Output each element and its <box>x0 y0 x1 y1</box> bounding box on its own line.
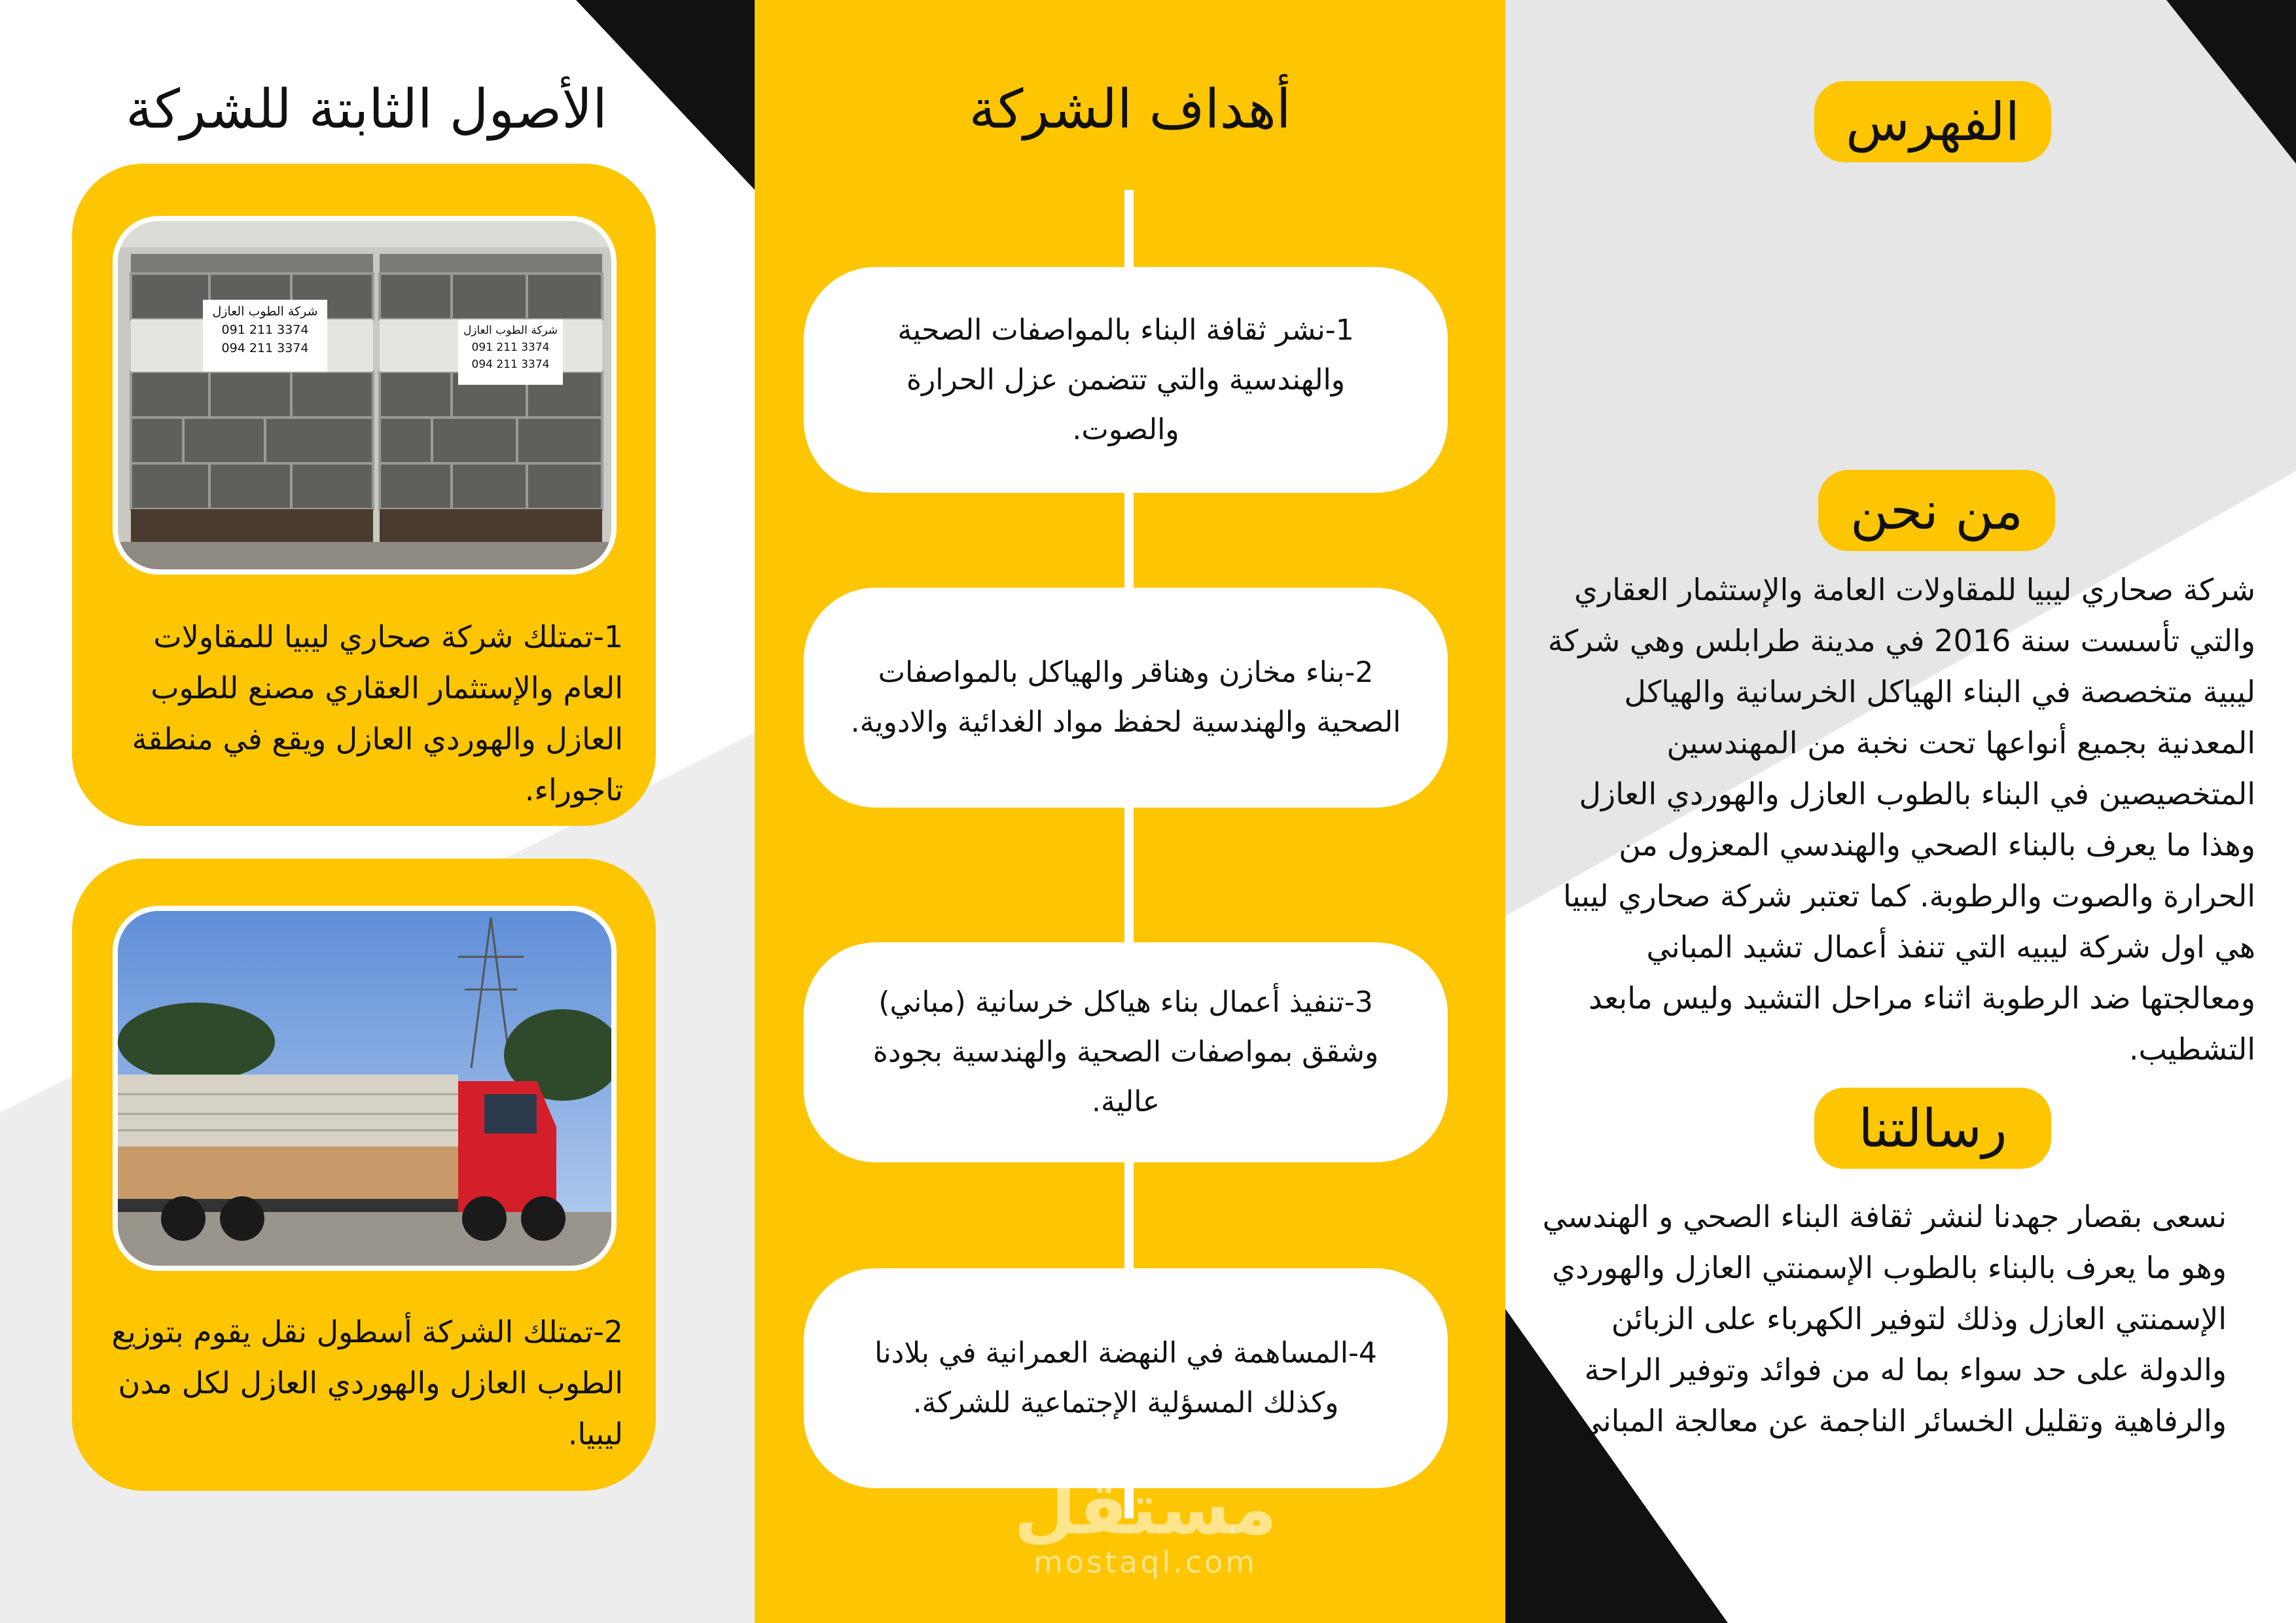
company-sign <box>458 319 563 385</box>
toc-title: الفهرس <box>1814 81 2051 162</box>
watermark-logo <box>1001 1467 1289 1580</box>
block-stack-right <box>380 254 602 542</box>
concrete-blocks-illustration <box>118 221 611 569</box>
sign-phone-2: 094 211 3374 <box>471 358 550 371</box>
company-sign <box>203 300 327 372</box>
truck-photo <box>113 906 617 1271</box>
goal-card <box>804 1268 1448 1488</box>
watermark-domain: mostaql.com <box>1033 1544 1257 1580</box>
sign-phone-2: 094 211 3374 <box>221 341 309 355</box>
goal-text: 2-بناء مخازن وهناقر والهياكل بالمواصفات الصحية والهندسية لحفظ مواد الغدائية والادوية. <box>850 656 1401 739</box>
asset-text: 2-تمتلك الشركة أسطول نقل يقوم بتوزيع الطوب العازل والهوردي العازل لكل مدن ليبيا. <box>111 1314 623 1452</box>
goal-card <box>804 942 1448 1162</box>
block-stack-left <box>131 254 373 542</box>
truck-illustration <box>118 911 611 1266</box>
goal-card <box>804 267 1448 493</box>
goal-text: 1-نشر ثقافة البناء بالمواصفات الصحية والهندسية والتي تتضمن عزل الحرارة والصوت. <box>897 313 1354 446</box>
watermark-brand: مستقل <box>1013 1467 1278 1550</box>
about-title: من نحن <box>1818 470 2055 551</box>
asset-card <box>72 859 656 1491</box>
sign-phone-1: 091 211 3374 <box>471 341 550 354</box>
assets-title: الأصول الثابتة للشركة <box>126 79 607 141</box>
goal-text: 4-المساهمة في النهضة العمرانية في بلادنا وكذلك المسؤلية الإجتماعية للشركة. <box>874 1336 1377 1419</box>
asset-card <box>72 164 656 826</box>
asset-text: 1-تمتلك شركة صحاري ليبيا للمقاولات العام والإستثمار العقاري مصنع للطوب العازل والهوردي العازل ويقع في منطقة تاجوراء. <box>132 619 623 808</box>
mission-text: نسعى بقصار جهدنا لنشر ثقافة البناء الصحي و الهندسي وهو ما يعرف بالبناء بالطوب الإسمنتي العازل والهوردي الإسمنتي العازل وذلك لتوفير الكهرباء على الزبائن والدولة على حد سواء بما له من فوائد وتوفير الراحة والرفاهية وتقليل الخسائر الناجمة عن معالجة المباني. <box>1542 1199 2227 1438</box>
goal-card <box>804 588 1448 808</box>
goal-text: 3-تنفيذ أعمال بناء هياكل خرسانية (مباني) وشقق بمواصفات الصحية والهندسية بجودة عالية. <box>872 986 1379 1118</box>
factory-photo <box>113 216 617 575</box>
sign-phone-1: 091 211 3374 <box>221 323 309 337</box>
goals-title: أهداف الشركة <box>969 79 1291 141</box>
mission-title: رسالتنا <box>1814 1088 2051 1169</box>
about-text: شركة صحاري ليبيا للمقاولات العامة والإستثمار العقاري والتي تأسست سنة 2016 في مدينة طرابلس وهي شركة ليبية متخصصة في البناء الهياكل الخرسانية والهياكل المعدنية بجميع أنواعها تحت نخبة من المهندسين المتخصيصين في البناء بالطوب العازل والهوردي العازل وهذا ما يعرف بالبناء الصحي والهندسي المعزول من الحرارة والصوت والرطوبة. كما تعتبر شركة صحاري ليبيا هي اول شركة ليبيه التي تنفذ أعمال تشيد المباني ومعالجتها ضد الرطوبة اثناء مراحل التشيد وليس مابعد التشطيب. <box>1547 572 2255 1067</box>
sign-company-name: شركة الطوب العازل <box>212 304 318 319</box>
sign-company-name: شركة الطوب العازل <box>463 324 558 337</box>
